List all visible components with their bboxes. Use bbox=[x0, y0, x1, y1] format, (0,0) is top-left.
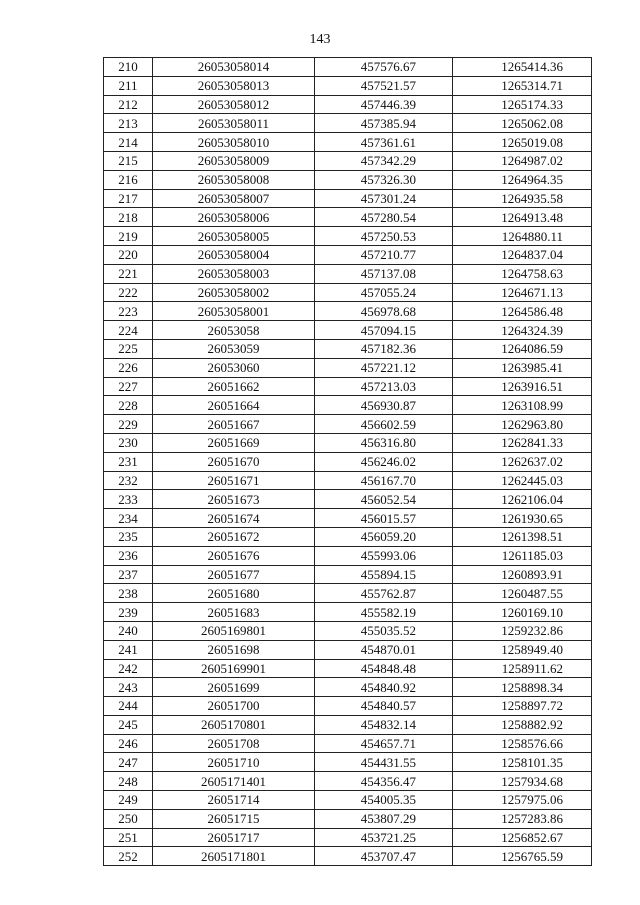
y-coordinate-cell: 1258949.40 bbox=[453, 640, 592, 659]
point-id-cell: 26053058004 bbox=[153, 245, 315, 264]
y-coordinate-cell: 1264935.58 bbox=[453, 189, 592, 208]
x-coordinate-cell: 454005.35 bbox=[315, 791, 453, 810]
table-row bbox=[104, 546, 592, 565]
y-coordinate-cell: 1260487.55 bbox=[453, 584, 592, 603]
y-coordinate-cell: 1258576.66 bbox=[453, 734, 592, 753]
point-id-cell: 2605171401 bbox=[153, 772, 315, 791]
point-id-cell: 26051662 bbox=[153, 377, 315, 396]
x-coordinate-cell: 456930.87 bbox=[315, 396, 453, 415]
y-coordinate-cell: 1257283.86 bbox=[453, 809, 592, 828]
y-coordinate-cell: 1264913.48 bbox=[453, 208, 592, 227]
y-coordinate-cell: 1263985.41 bbox=[453, 358, 592, 377]
y-coordinate-cell: 1256852.67 bbox=[453, 828, 592, 847]
table-row bbox=[104, 227, 592, 246]
point-id-cell: 26051671 bbox=[153, 471, 315, 490]
row-number-cell: 211 bbox=[104, 76, 153, 95]
x-coordinate-cell: 457280.54 bbox=[315, 208, 453, 227]
x-coordinate-cell: 454840.92 bbox=[315, 678, 453, 697]
table-row bbox=[104, 189, 592, 208]
x-coordinate-cell: 457576.67 bbox=[315, 58, 453, 77]
table-row bbox=[104, 603, 592, 622]
point-id-cell: 26053060 bbox=[153, 358, 315, 377]
y-coordinate-cell: 1262963.80 bbox=[453, 415, 592, 434]
point-id-cell: 26051680 bbox=[153, 584, 315, 603]
table-row bbox=[104, 452, 592, 471]
y-coordinate-cell: 1256765.59 bbox=[453, 847, 592, 866]
point-id-cell: 26051677 bbox=[153, 565, 315, 584]
x-coordinate-cell: 455993.06 bbox=[315, 546, 453, 565]
x-coordinate-cell: 456167.70 bbox=[315, 471, 453, 490]
x-coordinate-cell: 456602.59 bbox=[315, 415, 453, 434]
x-coordinate-cell: 457446.39 bbox=[315, 95, 453, 114]
row-number-cell: 226 bbox=[104, 358, 153, 377]
point-id-cell: 26053058014 bbox=[153, 58, 315, 77]
y-coordinate-cell: 1261185.03 bbox=[453, 546, 592, 565]
table-row bbox=[104, 114, 592, 133]
point-id-cell: 2605170801 bbox=[153, 715, 315, 734]
point-id-cell: 26053058005 bbox=[153, 227, 315, 246]
table-row bbox=[104, 828, 592, 847]
x-coordinate-cell: 457521.57 bbox=[315, 76, 453, 95]
x-coordinate-cell: 456052.54 bbox=[315, 490, 453, 509]
y-coordinate-cell: 1263108.99 bbox=[453, 396, 592, 415]
point-id-cell: 26053058010 bbox=[153, 133, 315, 152]
y-coordinate-cell: 1264671.13 bbox=[453, 283, 592, 302]
x-coordinate-cell: 457137.08 bbox=[315, 264, 453, 283]
table-row bbox=[104, 678, 592, 697]
table-row bbox=[104, 659, 592, 678]
y-coordinate-cell: 1261930.65 bbox=[453, 509, 592, 528]
row-number-cell: 245 bbox=[104, 715, 153, 734]
row-number-cell: 216 bbox=[104, 170, 153, 189]
point-id-cell: 2605169901 bbox=[153, 659, 315, 678]
point-id-cell: 26051698 bbox=[153, 640, 315, 659]
point-id-cell: 26051708 bbox=[153, 734, 315, 753]
y-coordinate-cell: 1262841.33 bbox=[453, 433, 592, 452]
x-coordinate-cell: 457213.03 bbox=[315, 377, 453, 396]
row-number-cell: 219 bbox=[104, 227, 153, 246]
row-number-cell: 249 bbox=[104, 791, 153, 810]
y-coordinate-cell: 1260169.10 bbox=[453, 603, 592, 622]
x-coordinate-cell: 456246.02 bbox=[315, 452, 453, 471]
y-coordinate-cell: 1264987.02 bbox=[453, 151, 592, 170]
point-id-cell: 26051700 bbox=[153, 697, 315, 716]
point-id-cell: 26051674 bbox=[153, 509, 315, 528]
x-coordinate-cell: 455582.19 bbox=[315, 603, 453, 622]
table-row bbox=[104, 527, 592, 546]
table-row bbox=[104, 377, 592, 396]
x-coordinate-cell: 454848.48 bbox=[315, 659, 453, 678]
table-row bbox=[104, 170, 592, 189]
row-number-cell: 212 bbox=[104, 95, 153, 114]
row-number-cell: 233 bbox=[104, 490, 153, 509]
x-coordinate-cell: 457361.61 bbox=[315, 133, 453, 152]
table-row bbox=[104, 283, 592, 302]
row-number-cell: 240 bbox=[104, 621, 153, 640]
point-id-cell: 26051699 bbox=[153, 678, 315, 697]
x-coordinate-cell: 454832.14 bbox=[315, 715, 453, 734]
row-number-cell: 248 bbox=[104, 772, 153, 791]
x-coordinate-cell: 456059.20 bbox=[315, 527, 453, 546]
table-row bbox=[104, 321, 592, 340]
y-coordinate-cell: 1258911.62 bbox=[453, 659, 592, 678]
table-row bbox=[104, 471, 592, 490]
point-id-cell: 2605169801 bbox=[153, 621, 315, 640]
table-row bbox=[104, 415, 592, 434]
table-row bbox=[104, 715, 592, 734]
x-coordinate-cell: 457342.29 bbox=[315, 151, 453, 170]
coordinates-table bbox=[103, 57, 592, 866]
row-number-cell: 231 bbox=[104, 452, 153, 471]
row-number-cell: 237 bbox=[104, 565, 153, 584]
row-number-cell: 235 bbox=[104, 527, 153, 546]
table-row bbox=[104, 433, 592, 452]
row-number-cell: 247 bbox=[104, 753, 153, 772]
x-coordinate-cell: 457182.36 bbox=[315, 339, 453, 358]
point-id-cell: 26051667 bbox=[153, 415, 315, 434]
table-row bbox=[104, 95, 592, 114]
y-coordinate-cell: 1260893.91 bbox=[453, 565, 592, 584]
point-id-cell: 26051676 bbox=[153, 546, 315, 565]
y-coordinate-cell: 1263916.51 bbox=[453, 377, 592, 396]
x-coordinate-cell: 457326.30 bbox=[315, 170, 453, 189]
point-id-cell: 26053058011 bbox=[153, 114, 315, 133]
x-coordinate-cell: 456978.68 bbox=[315, 302, 453, 321]
table-body bbox=[104, 58, 592, 866]
row-number-cell: 251 bbox=[104, 828, 153, 847]
point-id-cell: 26053058006 bbox=[153, 208, 315, 227]
point-id-cell: 26053058001 bbox=[153, 302, 315, 321]
x-coordinate-cell: 457210.77 bbox=[315, 245, 453, 264]
page-number: 143 bbox=[309, 32, 331, 47]
row-number-cell: 224 bbox=[104, 321, 153, 340]
y-coordinate-cell: 1257975.06 bbox=[453, 791, 592, 810]
y-coordinate-cell: 1258101.35 bbox=[453, 753, 592, 772]
x-coordinate-cell: 457221.12 bbox=[315, 358, 453, 377]
x-coordinate-cell: 457250.53 bbox=[315, 227, 453, 246]
y-coordinate-cell: 1265414.36 bbox=[453, 58, 592, 77]
row-number-cell: 214 bbox=[104, 133, 153, 152]
table-row bbox=[104, 490, 592, 509]
table-row bbox=[104, 245, 592, 264]
x-coordinate-cell: 453707.47 bbox=[315, 847, 453, 866]
row-number-cell: 230 bbox=[104, 433, 153, 452]
table-row bbox=[104, 339, 592, 358]
point-id-cell: 2605171801 bbox=[153, 847, 315, 866]
table-row bbox=[104, 565, 592, 584]
y-coordinate-cell: 1265314.71 bbox=[453, 76, 592, 95]
y-coordinate-cell: 1262106.04 bbox=[453, 490, 592, 509]
y-coordinate-cell: 1264964.35 bbox=[453, 170, 592, 189]
row-number-cell: 236 bbox=[104, 546, 153, 565]
table-row bbox=[104, 621, 592, 640]
point-id-cell: 26051673 bbox=[153, 490, 315, 509]
y-coordinate-cell: 1258897.72 bbox=[453, 697, 592, 716]
x-coordinate-cell: 457055.24 bbox=[315, 283, 453, 302]
row-number-cell: 222 bbox=[104, 283, 153, 302]
row-number-cell: 239 bbox=[104, 603, 153, 622]
row-number-cell: 238 bbox=[104, 584, 153, 603]
y-coordinate-cell: 1259232.86 bbox=[453, 621, 592, 640]
point-id-cell: 26051710 bbox=[153, 753, 315, 772]
table-row bbox=[104, 753, 592, 772]
row-number-cell: 244 bbox=[104, 697, 153, 716]
x-coordinate-cell: 457301.24 bbox=[315, 189, 453, 208]
x-coordinate-cell: 454356.47 bbox=[315, 772, 453, 791]
row-number-cell: 229 bbox=[104, 415, 153, 434]
table-row bbox=[104, 58, 592, 77]
table-row bbox=[104, 302, 592, 321]
row-number-cell: 246 bbox=[104, 734, 153, 753]
x-coordinate-cell: 457094.15 bbox=[315, 321, 453, 340]
y-coordinate-cell: 1264758.63 bbox=[453, 264, 592, 283]
table-row bbox=[104, 396, 592, 415]
table-row bbox=[104, 133, 592, 152]
table-row bbox=[104, 734, 592, 753]
table-row bbox=[104, 509, 592, 528]
y-coordinate-cell: 1264586.48 bbox=[453, 302, 592, 321]
table-row bbox=[104, 697, 592, 716]
point-id-cell: 26053058008 bbox=[153, 170, 315, 189]
row-number-cell: 228 bbox=[104, 396, 153, 415]
point-id-cell: 26051714 bbox=[153, 791, 315, 810]
table-row bbox=[104, 584, 592, 603]
x-coordinate-cell: 455035.52 bbox=[315, 621, 453, 640]
point-id-cell: 26051664 bbox=[153, 396, 315, 415]
row-number-cell: 217 bbox=[104, 189, 153, 208]
point-id-cell: 26051717 bbox=[153, 828, 315, 847]
row-number-cell: 242 bbox=[104, 659, 153, 678]
row-number-cell: 215 bbox=[104, 151, 153, 170]
point-id-cell: 26053058002 bbox=[153, 283, 315, 302]
table-row bbox=[104, 151, 592, 170]
row-number-cell: 250 bbox=[104, 809, 153, 828]
row-number-cell: 252 bbox=[104, 847, 153, 866]
row-number-cell: 243 bbox=[104, 678, 153, 697]
table-row bbox=[104, 264, 592, 283]
y-coordinate-cell: 1265019.08 bbox=[453, 133, 592, 152]
x-coordinate-cell: 454657.71 bbox=[315, 734, 453, 753]
y-coordinate-cell: 1264324.39 bbox=[453, 321, 592, 340]
y-coordinate-cell: 1264837.04 bbox=[453, 245, 592, 264]
point-id-cell: 26053058 bbox=[153, 321, 315, 340]
point-id-cell: 26053058003 bbox=[153, 264, 315, 283]
y-coordinate-cell: 1258882.92 bbox=[453, 715, 592, 734]
row-number-cell: 220 bbox=[104, 245, 153, 264]
y-coordinate-cell: 1264086.59 bbox=[453, 339, 592, 358]
x-coordinate-cell: 456015.57 bbox=[315, 509, 453, 528]
point-id-cell: 26051669 bbox=[153, 433, 315, 452]
y-coordinate-cell: 1261398.51 bbox=[453, 527, 592, 546]
row-number-cell: 221 bbox=[104, 264, 153, 283]
x-coordinate-cell: 457385.94 bbox=[315, 114, 453, 133]
row-number-cell: 232 bbox=[104, 471, 153, 490]
x-coordinate-cell: 453721.25 bbox=[315, 828, 453, 847]
row-number-cell: 223 bbox=[104, 302, 153, 321]
point-id-cell: 26053058009 bbox=[153, 151, 315, 170]
y-coordinate-cell: 1262445.03 bbox=[453, 471, 592, 490]
point-id-cell: 26053058012 bbox=[153, 95, 315, 114]
table-row bbox=[104, 358, 592, 377]
row-number-cell: 210 bbox=[104, 58, 153, 77]
point-id-cell: 26053058013 bbox=[153, 76, 315, 95]
table-row bbox=[104, 640, 592, 659]
row-number-cell: 225 bbox=[104, 339, 153, 358]
table-row bbox=[104, 772, 592, 791]
table-row bbox=[104, 208, 592, 227]
point-id-cell: 26053059 bbox=[153, 339, 315, 358]
x-coordinate-cell: 455894.15 bbox=[315, 565, 453, 584]
table-row bbox=[104, 76, 592, 95]
y-coordinate-cell: 1258898.34 bbox=[453, 678, 592, 697]
x-coordinate-cell: 454431.55 bbox=[315, 753, 453, 772]
y-coordinate-cell: 1265174.33 bbox=[453, 95, 592, 114]
y-coordinate-cell: 1257934.68 bbox=[453, 772, 592, 791]
x-coordinate-cell: 454840.57 bbox=[315, 697, 453, 716]
y-coordinate-cell: 1265062.08 bbox=[453, 114, 592, 133]
x-coordinate-cell: 456316.80 bbox=[315, 433, 453, 452]
x-coordinate-cell: 455762.87 bbox=[315, 584, 453, 603]
y-coordinate-cell: 1264880.11 bbox=[453, 227, 592, 246]
point-id-cell: 26051672 bbox=[153, 527, 315, 546]
row-number-cell: 241 bbox=[104, 640, 153, 659]
point-id-cell: 26051715 bbox=[153, 809, 315, 828]
point-id-cell: 26051670 bbox=[153, 452, 315, 471]
point-id-cell: 26053058007 bbox=[153, 189, 315, 208]
table-row bbox=[104, 791, 592, 810]
row-number-cell: 213 bbox=[104, 114, 153, 133]
x-coordinate-cell: 454870.01 bbox=[315, 640, 453, 659]
row-number-cell: 218 bbox=[104, 208, 153, 227]
row-number-cell: 227 bbox=[104, 377, 153, 396]
point-id-cell: 26051683 bbox=[153, 603, 315, 622]
table-row bbox=[104, 809, 592, 828]
table-row bbox=[104, 847, 592, 866]
row-number-cell: 234 bbox=[104, 509, 153, 528]
y-coordinate-cell: 1262637.02 bbox=[453, 452, 592, 471]
x-coordinate-cell: 453807.29 bbox=[315, 809, 453, 828]
